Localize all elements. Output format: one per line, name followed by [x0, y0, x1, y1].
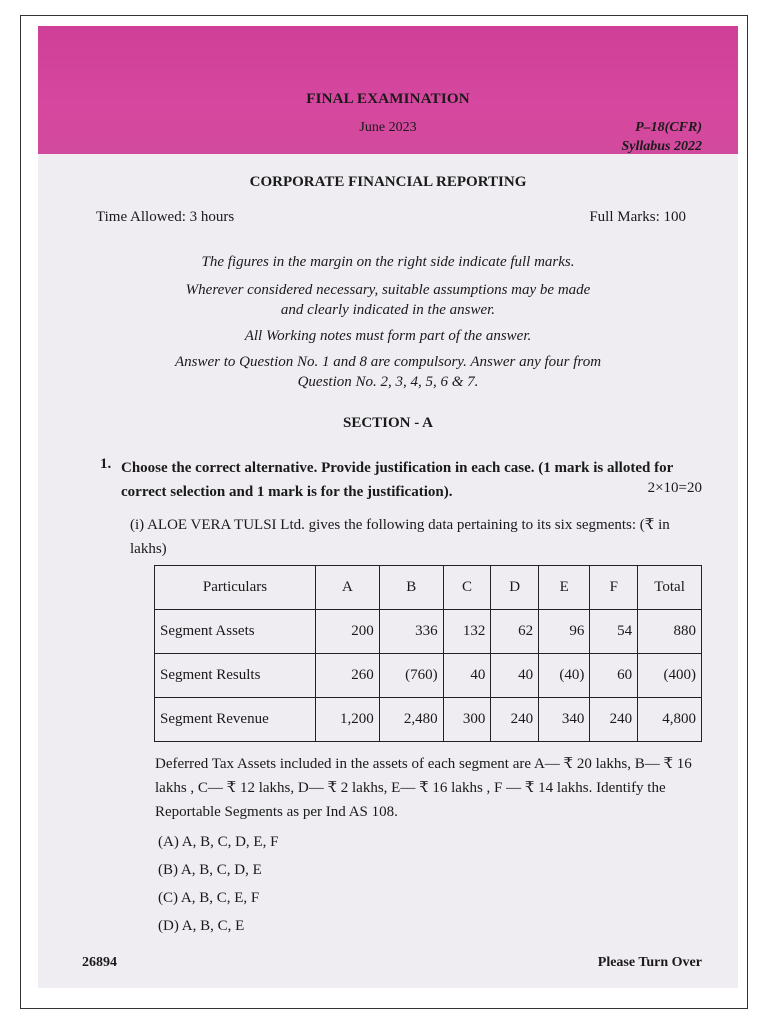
option-a: (A) A, B, C, D, E, F: [158, 834, 279, 850]
instruction-assumptions-1: Wherever considered necessary, suitable assumptions may be made: [185, 282, 591, 298]
table-cell: 96: [539, 610, 590, 654]
full-marks: Full Marks: 100: [589, 209, 686, 225]
table-cell: 340: [539, 698, 590, 742]
table-cell: (760): [379, 654, 443, 698]
instruction-compulsory-1: Answer to Question No. 1 and 8 are compulsory. Answer any four from: [174, 354, 602, 370]
table-cell: Segment Revenue: [155, 698, 316, 742]
table-cell: 260: [316, 654, 380, 698]
option-b: (B) A, B, C, D, E: [158, 862, 262, 878]
table-cell: 54: [590, 610, 638, 654]
table-header-cell: C: [443, 566, 491, 610]
table-cell: 2,480: [379, 698, 443, 742]
table-row: [155, 654, 702, 698]
please-turn-over: Please Turn Over: [597, 955, 702, 970]
paper-code: P–18(CFR): [635, 120, 702, 135]
instruction-marks: The figures in the margin on the right side indicate full marks.: [201, 254, 575, 270]
syllabus-label: Syllabus 2022: [621, 139, 702, 154]
instruction-working-notes: All Working notes must form part of the answer.: [244, 328, 532, 344]
instruction-assumptions-2: and clearly indicated in the answer.: [280, 302, 496, 318]
table-header-row: [155, 566, 702, 610]
table-cell: 40: [443, 654, 491, 698]
instruction-compulsory-2: Question No. 2, 3, 4, 5, 6 & 7.: [297, 374, 479, 390]
table-row: [155, 698, 702, 742]
table-cell: 1,200: [316, 698, 380, 742]
table-cell: Segment Assets: [155, 610, 316, 654]
table-cell: 40: [491, 654, 539, 698]
table-cell: 132: [443, 610, 491, 654]
table-row: [155, 610, 702, 654]
table-header-cell: D: [491, 566, 539, 610]
table-header-cell: B: [379, 566, 443, 610]
table-cell: 60: [590, 654, 638, 698]
table-cell: 4,800: [638, 698, 702, 742]
exam-title: FINAL EXAMINATION: [306, 91, 470, 107]
table-header-cell: F: [590, 566, 638, 610]
table-cell: 336: [379, 610, 443, 654]
table-header-cell: A: [316, 566, 380, 610]
question-text: Choose the correct alternative. Provide justification in each case. (1 mark is alloted for correct selection and 1 mark is for the justification).: [121, 460, 673, 500]
paper-serial-code: 26894: [82, 955, 117, 970]
table-header-cell: Particulars: [155, 566, 316, 610]
table-cell: 300: [443, 698, 491, 742]
subject-title: CORPORATE FINANCIAL REPORTING: [249, 174, 527, 190]
table-cell: Segment Results: [155, 654, 316, 698]
table-cell: (40): [539, 654, 590, 698]
table-header-cell: E: [539, 566, 590, 610]
table-header-cell: Total: [638, 566, 702, 610]
question-paper-sheet: [38, 26, 738, 988]
time-allowed: Time Allowed: 3 hours: [96, 209, 235, 225]
table-cell: 240: [590, 698, 638, 742]
question-number: 1.: [100, 456, 112, 472]
table-cell: 200: [316, 610, 380, 654]
exam-date: June 2023: [359, 120, 417, 135]
table-cell: (400): [638, 654, 702, 698]
sub-question-text: (i) ALOE VERA TULSI Ltd. gives the following data pertaining to its six segments: (₹ in lakhs): [130, 517, 670, 557]
deferred-tax-paragraph: Deferred Tax Assets included in the assets of each segment are A— ₹ 20 lakhs, B— ₹ 16 lakhs , C— ₹ 12 lakhs, D— ₹ 2 lakhs, E— ₹ 16 lakhs , F — ₹ 14 lakhs. Identify the Reportable Segments as per Ind AS 108.: [155, 756, 692, 820]
option-c: (C) A, B, C, E, F: [158, 890, 260, 906]
segment-data-table: [154, 565, 702, 742]
table-cell: 880: [638, 610, 702, 654]
table-cell: 62: [491, 610, 539, 654]
table-cell: 240: [491, 698, 539, 742]
option-d: (D) A, B, C, E: [158, 918, 245, 934]
question-marks: 2×10=20: [647, 480, 702, 496]
section-heading: SECTION - A: [342, 415, 434, 431]
